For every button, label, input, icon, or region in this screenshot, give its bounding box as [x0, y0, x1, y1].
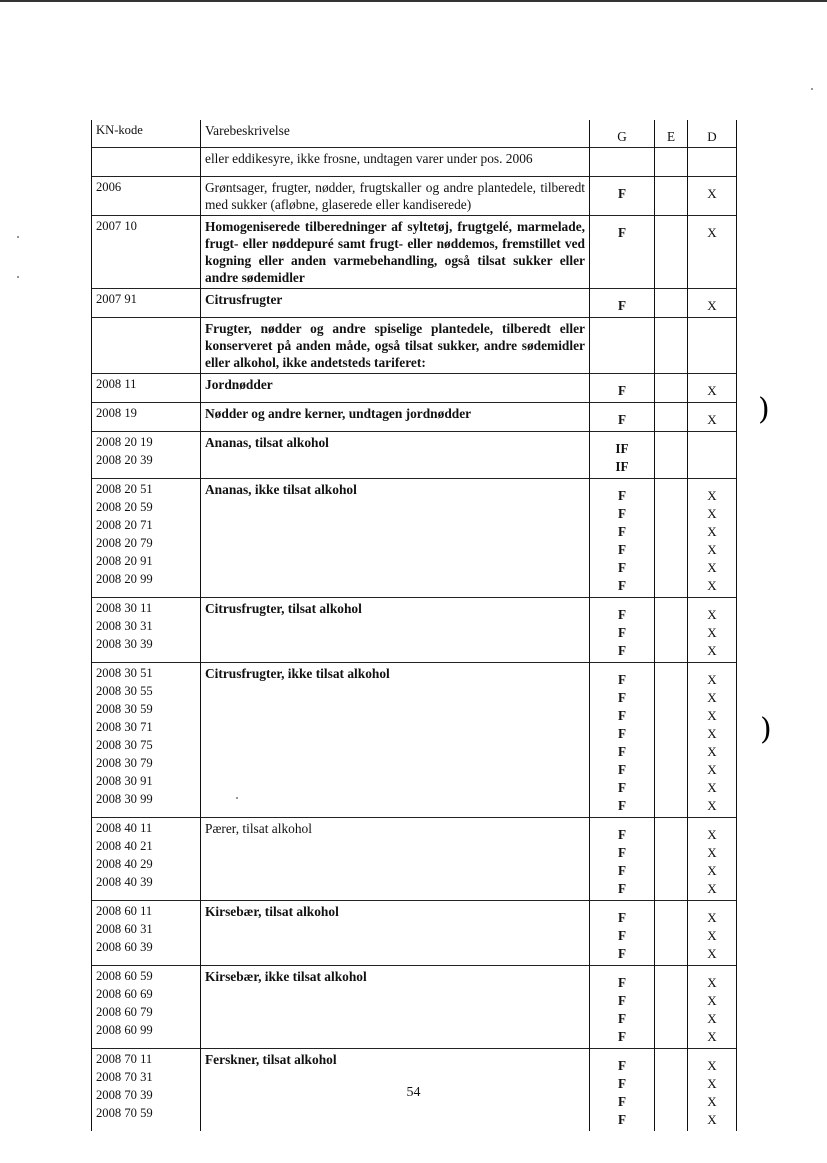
table-header-row: [92, 120, 737, 148]
cell-line: X: [707, 910, 717, 925]
cell-line: X: [707, 827, 717, 842]
kn-code-cell: [92, 818, 201, 901]
cell-line: 2008 20 91: [96, 554, 153, 568]
cell-line: X: [707, 744, 717, 759]
cell-line: 2008 60 59: [96, 969, 153, 983]
cell-line: X: [707, 383, 717, 398]
cell-line: 2008 20 51: [96, 482, 153, 496]
description-text: Kirsebær, ikke tilsat alkohol: [205, 969, 367, 984]
cell-line: X: [707, 1029, 717, 1044]
cell-line: F: [617, 946, 627, 961]
cell-line: 2008 30 39: [96, 637, 153, 651]
cell-line: F: [617, 578, 627, 593]
cell-line: 2008 20 39: [96, 453, 153, 467]
cell-line: 2007 10: [96, 219, 137, 233]
cell-line: 2008 19: [96, 406, 137, 420]
cell-line: 2008 30 31: [96, 619, 153, 633]
description-text: Frugter, nødder og andre spiselige plantedele, tilberedt eller konserveret på anden måde, også tilsat sukker, andre sødemidler eller alkohol, ikke andetsteds tariferet:: [205, 321, 585, 370]
column-d-cell: [688, 479, 737, 598]
cell-line: X: [707, 946, 717, 961]
column-e-cell: [655, 663, 688, 818]
cell-line: 2008 70 59: [96, 1106, 153, 1120]
cell-line: X: [707, 524, 717, 539]
column-g-cell: [590, 432, 655, 479]
cell-line: F: [617, 1058, 627, 1073]
cell-line: F: [617, 186, 627, 201]
table-row: [92, 598, 737, 663]
cell-line: X: [707, 780, 717, 795]
column-e-cell: [655, 432, 688, 479]
description-cell: [201, 289, 590, 318]
cell-line: 2008 20 99: [96, 572, 153, 586]
table-row: [92, 432, 737, 479]
cell-line: F: [617, 928, 627, 943]
table-row: [92, 318, 737, 374]
cell-line: IF: [615, 459, 629, 474]
cell-line: [659, 665, 683, 683]
cell-line: F: [617, 607, 627, 622]
kn-code-cell: [92, 479, 201, 598]
table-row: [92, 148, 737, 177]
cell-line: X: [707, 975, 717, 990]
cell-line: [659, 218, 683, 236]
cell-line: F: [617, 910, 627, 925]
column-d-cell: [688, 216, 737, 289]
table-row: [92, 479, 737, 598]
cell-line: [692, 326, 732, 344]
cell-line: F: [617, 506, 627, 521]
cell-line: [96, 150, 196, 168]
cell-line: IF: [615, 441, 629, 456]
cell-line: [659, 1051, 683, 1069]
cell-line: F: [617, 726, 627, 741]
description-cell: [201, 318, 590, 374]
cell-line: [659, 405, 683, 423]
cell-line: X: [707, 412, 717, 427]
column-d-cell: [688, 598, 737, 663]
column-d-cell: [688, 966, 737, 1049]
cell-line: F: [617, 708, 627, 723]
cell-line: 2008 20 79: [96, 536, 153, 550]
cell-line: 2008 40 21: [96, 839, 153, 853]
cell-line: X: [707, 690, 717, 705]
cell-line: 2008 20 19: [96, 435, 153, 449]
cell-line: 2008 30 91: [96, 774, 153, 788]
cell-line: [659, 376, 683, 394]
cell-line: F: [617, 863, 627, 878]
cell-line: 2008 30 71: [96, 720, 153, 734]
description-cell: [201, 901, 590, 966]
cell-line: 2008 20 71: [96, 518, 153, 532]
cell-line: F: [617, 845, 627, 860]
cell-line: 2008 30 79: [96, 756, 153, 770]
column-g-cell: [590, 818, 655, 901]
table-row: [92, 374, 737, 403]
description-text: Pærer, tilsat alkohol: [205, 821, 312, 836]
cell-line: 2008 60 39: [96, 940, 153, 954]
cell-line: [659, 481, 683, 499]
column-d-cell: [688, 432, 737, 479]
cell-line: F: [617, 690, 627, 705]
description-cell: [201, 374, 590, 403]
table-row: [92, 966, 737, 1049]
cell-line: 2008 30 59: [96, 702, 153, 716]
cell-line: F: [617, 993, 627, 1008]
description-text: Citrusfrugter, tilsat alkohol: [205, 601, 362, 616]
cell-line: X: [707, 708, 717, 723]
cell-line: [659, 968, 683, 986]
cell-line: F: [617, 744, 627, 759]
cell-line: 2008 70 11: [96, 1052, 153, 1066]
cell-line: X: [707, 1112, 717, 1127]
cell-line: X: [707, 186, 717, 201]
cell-line: [659, 903, 683, 921]
cell-line: F: [617, 298, 627, 313]
cell-line: F: [617, 672, 627, 687]
cell-line: X: [707, 560, 717, 575]
cell-line: F: [617, 827, 627, 842]
cell-line: X: [707, 928, 717, 943]
column-d-cell: [688, 663, 737, 818]
cell-line: 2008 30 55: [96, 684, 153, 698]
scan-speck: [17, 276, 19, 278]
cell-line: 2008 60 99: [96, 1023, 153, 1037]
column-g-cell: [590, 479, 655, 598]
description-cell: [201, 598, 590, 663]
cell-line: [692, 156, 732, 174]
cell-line: F: [617, 1094, 627, 1109]
column-d-cell: [688, 374, 737, 403]
kn-code-cell: [92, 966, 201, 1049]
column-d-cell: [688, 403, 737, 432]
header-g: G: [590, 120, 655, 148]
column-e-cell: [655, 598, 688, 663]
description-cell: [201, 432, 590, 479]
cell-line: X: [707, 993, 717, 1008]
column-g-cell: [590, 177, 655, 216]
kn-code-cell: [92, 432, 201, 479]
cell-line: F: [617, 798, 627, 813]
cell-line: [659, 434, 683, 452]
cell-line: F: [617, 542, 627, 557]
cell-line: X: [707, 881, 717, 896]
cell-line: 2008 60 31: [96, 922, 153, 936]
cell-line: X: [707, 845, 717, 860]
cell-line: X: [707, 798, 717, 813]
cell-line: X: [707, 1011, 717, 1026]
column-g-cell: [590, 403, 655, 432]
cell-line: [594, 326, 650, 344]
cell-line: F: [617, 560, 627, 575]
cell-line: F: [617, 1029, 627, 1044]
cell-line: F: [617, 1076, 627, 1091]
cell-line: 2008 60 69: [96, 987, 153, 1001]
description-text: Kirsebær, tilsat alkohol: [205, 904, 339, 919]
description-text: Nødder og andre kerner, undtagen jordnødder: [205, 406, 472, 421]
cell-line: 2008 40 29: [96, 857, 153, 871]
table-row: [92, 216, 737, 289]
kn-code-cell: [92, 318, 201, 374]
column-g-cell: [590, 598, 655, 663]
cell-line: [659, 150, 683, 168]
cell-line: F: [617, 488, 627, 503]
column-d-cell: [688, 818, 737, 901]
cell-line: F: [617, 643, 627, 658]
cell-line: X: [707, 643, 717, 658]
cell-line: 2008 30 75: [96, 738, 153, 752]
cell-line: 2008 11: [96, 377, 137, 391]
table-row: [92, 177, 737, 216]
cell-line: 2008 60 11: [96, 904, 153, 918]
cell-line: [659, 600, 683, 618]
description-text: Citrusfrugter, ikke tilsat alkohol: [205, 666, 390, 681]
description-text: Ananas, ikke tilsat alkohol: [205, 482, 357, 497]
kn-code-cell: [92, 901, 201, 966]
table-row: [92, 818, 737, 901]
kn-code-cell: [92, 177, 201, 216]
cell-line: X: [707, 863, 717, 878]
cell-line: X: [707, 1076, 717, 1091]
page-number: 54: [406, 1085, 421, 1100]
column-e-cell: [655, 403, 688, 432]
kn-code-cell: [92, 374, 201, 403]
description-cell: [201, 177, 590, 216]
column-d-cell: [688, 148, 737, 177]
column-g-cell: [590, 966, 655, 1049]
column-e-cell: [655, 901, 688, 966]
cell-line: F: [617, 524, 627, 539]
cell-line: F: [617, 412, 627, 427]
cell-line: 2006: [96, 180, 122, 194]
header-kn-code: KN-kode: [92, 120, 201, 148]
description-cell: [201, 818, 590, 901]
cell-line: 2008 30 11: [96, 601, 153, 615]
cell-line: 2008 30 99: [96, 792, 153, 806]
cell-line: F: [617, 225, 627, 240]
cell-line: F: [617, 1112, 627, 1127]
table-row: [92, 289, 737, 318]
kn-code-cell: [92, 216, 201, 289]
description-text: Citrusfrugter: [205, 292, 283, 307]
column-d-cell: [688, 318, 737, 374]
cell-line: X: [707, 762, 717, 777]
cell-line: 2008 30 51: [96, 666, 153, 680]
cell-line: F: [617, 625, 627, 640]
cell-line: X: [707, 578, 717, 593]
cell-line: X: [707, 506, 717, 521]
cell-line: 2008 40 11: [96, 821, 153, 835]
table-row: [92, 663, 737, 818]
column-e-cell: [655, 479, 688, 598]
cell-line: [692, 458, 732, 476]
cell-line: [692, 440, 732, 458]
cell-line: F: [617, 1011, 627, 1026]
column-d-cell: [688, 289, 737, 318]
column-g-cell: [590, 901, 655, 966]
column-d-cell: [688, 901, 737, 966]
cell-line: 2008 70 31: [96, 1070, 153, 1084]
column-e-cell: [655, 818, 688, 901]
description-cell: [201, 216, 590, 289]
column-e-cell: [655, 177, 688, 216]
scan-artifact-paren: ): [758, 392, 770, 427]
column-g-cell: [590, 318, 655, 374]
description-text: eller eddikesyre, ikke frosne, undtagen varer under pos. 2006: [205, 151, 533, 166]
column-e-cell: [655, 318, 688, 374]
column-g-cell: [590, 374, 655, 403]
table-row: [92, 403, 737, 432]
description-text: Ananas, tilsat alkohol: [205, 435, 329, 450]
column-e-cell: [655, 289, 688, 318]
cell-line: X: [707, 542, 717, 557]
column-g-cell: [590, 216, 655, 289]
cell-line: [659, 820, 683, 838]
description-cell: [201, 403, 590, 432]
column-e-cell: [655, 966, 688, 1049]
cell-line: [594, 156, 650, 174]
cell-line: F: [617, 975, 627, 990]
cell-line: 2007 91: [96, 292, 137, 306]
scan-speck: [17, 236, 19, 238]
cell-line: F: [617, 780, 627, 795]
cell-line: [659, 291, 683, 309]
column-g-cell: [590, 289, 655, 318]
column-d-cell: [688, 177, 737, 216]
kn-code-cell: [92, 598, 201, 663]
description-cell: [201, 479, 590, 598]
cell-line: F: [617, 762, 627, 777]
description-text: Jordnødder: [205, 377, 273, 392]
tariff-table-body: [92, 120, 737, 1131]
cell-line: [659, 320, 683, 338]
cell-line: X: [707, 298, 717, 313]
cell-line: X: [707, 488, 717, 503]
kn-code-cell: [92, 289, 201, 318]
tariff-table: [91, 120, 737, 1131]
cell-line: [96, 320, 196, 338]
cell-line: F: [617, 881, 627, 896]
cell-line: X: [707, 1094, 717, 1109]
column-g-cell: [590, 148, 655, 177]
description-text: Ferskner, tilsat alkohol: [205, 1052, 337, 1067]
column-g-cell: [590, 663, 655, 818]
kn-code-cell: [92, 663, 201, 818]
cell-line: [659, 179, 683, 197]
table-row: [92, 901, 737, 966]
kn-code-cell: [92, 403, 201, 432]
column-e-cell: [655, 148, 688, 177]
scan-speck: [236, 797, 238, 799]
cell-line: 2008 40 39: [96, 875, 153, 889]
cell-line: X: [707, 672, 717, 687]
cell-line: 2008 20 59: [96, 500, 153, 514]
cell-line: X: [707, 607, 717, 622]
cell-line: X: [707, 625, 717, 640]
description-cell: [201, 148, 590, 177]
cell-line: X: [707, 225, 717, 240]
description-text: Homogeniserede tilberedninger af syltetøj, frugtgelé, marmelade, frugt- eller nøddepuré samt frugt- eller nøddemos, fremstillet ved kogning eller anden varmebehandling, også tilsat sukker eller andre sødemidler: [205, 219, 585, 285]
cell-line: X: [707, 1058, 717, 1073]
kn-code-cell: [92, 148, 201, 177]
scan-artifact-paren: ): [760, 712, 772, 747]
cell-line: 2008 70 39: [96, 1088, 153, 1102]
header-d: D: [688, 120, 737, 148]
header-description: Varebeskrivelse: [201, 120, 590, 148]
cell-line: 2008 60 79: [96, 1005, 153, 1019]
cell-line: F: [617, 383, 627, 398]
scan-speck: [811, 88, 813, 90]
description-cell: [201, 966, 590, 1049]
description-cell: [201, 663, 590, 818]
column-e-cell: [655, 374, 688, 403]
cell-line: X: [707, 726, 717, 741]
description-text: Grøntsager, frugter, nødder, frugtskaller og andre plantedele, tilberedt med sukker (afløbne, glaserede eller kandiserede): [205, 180, 585, 212]
header-e: E: [655, 120, 688, 148]
column-e-cell: [655, 216, 688, 289]
